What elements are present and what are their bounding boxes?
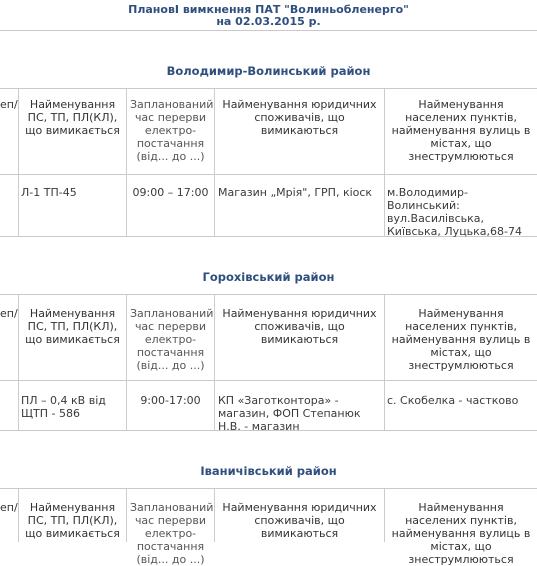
- column-header-number: еп/: [0, 501, 18, 514]
- page-title-line2: на 02.03.2015 р.: [216, 15, 321, 28]
- column-header-time: Запланований час перерви електро-постачання (від... до ...): [130, 307, 214, 372]
- district-title: Горохівський район: [202, 270, 335, 284]
- column-header-object: Найменування ПС, ТП, ПЛ(КЛ), що вимикається: [25, 98, 120, 137]
- district-title: Іваничівський район: [200, 464, 337, 478]
- table-row-border: [0, 380, 537, 381]
- table-top-border: [0, 294, 537, 295]
- cell-time: 9:00-17:00: [140, 394, 201, 407]
- table-top-border: [0, 488, 537, 489]
- page-title-line1: ПлановІ вимкнення ПАТ "Волиньобленерго": [128, 3, 409, 16]
- divider: [0, 30, 537, 31]
- column-header-consumers: Найменування юридичних споживачів, що вимикаються: [222, 98, 377, 137]
- district-title: Володимир-Волинський район: [166, 64, 371, 78]
- cell-time: 09:00 – 17:00: [132, 186, 209, 199]
- column-header-places: Найменування населених пунктів, найменування вулиць в містах, що знеструмлюються: [391, 98, 531, 163]
- cell-object: ПЛ – 0,4 кВ від ЩТП - 586: [21, 394, 106, 420]
- column-header-time: Запланований час перерви електро-постачання (від... до ...): [130, 98, 214, 163]
- cell-consumers: КП «Заготконтора» - магазин, ФОП Степанюк Н.В. - магазин: [218, 394, 361, 433]
- column-header-object: Найменування ПС, ТП, ПЛ(КЛ), що вимикається: [25, 307, 120, 346]
- column-header-object: Найменування ПС, ТП, ПЛ(КЛ), що вимикається: [25, 501, 120, 540]
- cell-consumers: Магазин „Мрія", ГРП, кіоск: [218, 186, 373, 199]
- cell-places: с. Скобелка - частково: [387, 394, 519, 407]
- table-top-border: [0, 88, 537, 89]
- column-header-number: еп/: [0, 98, 18, 111]
- column-header-number: еп/: [0, 307, 18, 320]
- column-header-places: Найменування населених пунктів, найменування вулиць в містах, що знеструмлюються: [391, 307, 531, 372]
- column-header-time: Запланований час перерви електро-постачання (від... до ...): [130, 501, 214, 566]
- table-row-border: [0, 174, 537, 175]
- cell-places: м.Володимир-Волинський: вул.Василівська, Київська, Луцька,68-74: [387, 186, 523, 238]
- cell-object: Л-1 ТП-45: [21, 186, 77, 199]
- column-header-consumers: Найменування юридичних споживачів, що вимикаються: [222, 307, 377, 346]
- column-header-consumers: Найменування юридичних споживачів, що вимикаються: [222, 501, 377, 540]
- column-header-places: Найменування населених пунктів, найменування вулиць в містах, що знеструмлюються: [391, 501, 531, 566]
